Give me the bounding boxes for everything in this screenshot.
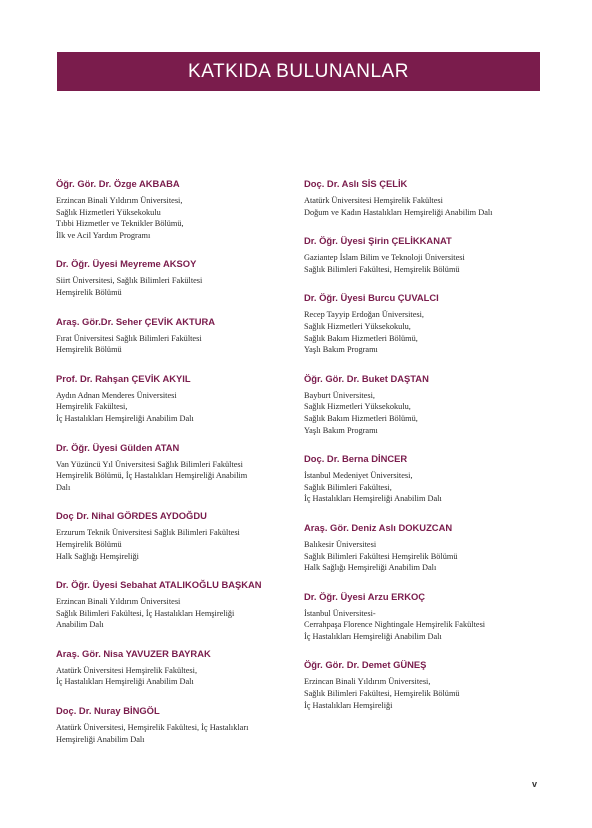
section-title: KATKIDA BULUNANLAR xyxy=(188,60,409,82)
affiliation-line: İç Hastalıkları Hemşireliği Anabilim Dalı xyxy=(304,631,442,641)
affiliation-line: İç Hastalıkları Hemşireliği Anabilim Dalı xyxy=(304,494,442,504)
affiliation-line: Atatürk Üniversitesi, Hemşirelik Fakültesi, İç Hastalıkları xyxy=(56,723,249,733)
affiliation-line: Doğum ve Kadın Hastalıkları Hemşireliği Anabilim Dalı xyxy=(304,207,493,217)
contributor-name: Dr. Öğr. Üyesi Arzu ERKOÇ xyxy=(304,590,426,602)
contributor-entry xyxy=(56,648,288,688)
affiliation-line: Atatürk Üniversitesi Hemşirelik Fakültesi, xyxy=(56,665,198,675)
affiliation-line: Van Yüzüncü Yıl Üniversitesi Sağlık Bilimleri Fakültesi xyxy=(56,459,243,469)
contributor-entry xyxy=(56,510,288,562)
contributors-right-column xyxy=(304,178,540,711)
contributor-name: Dr. Öğr. Üyesi Gülden ATAN xyxy=(56,441,180,453)
affiliation-line: Hemşireliği Anabilim Dalı xyxy=(56,734,145,744)
affiliation-line: İlk ve Acil Yardım Programı xyxy=(56,230,151,240)
contributor-name: Doç. Dr. Berna DİNCER xyxy=(304,453,408,465)
affiliation-line: Dalı xyxy=(56,482,71,492)
contributor-affiliation xyxy=(304,195,540,218)
affiliation-line: Hemşirelik Bölümü, İç Hastalıkları Hemşireliği Anabilim xyxy=(56,471,248,481)
contributors-left-column xyxy=(56,178,288,745)
contributor-name: Araş. Gör.Dr. Seher ÇEVİK AKTURA xyxy=(56,315,216,327)
affiliation-line: Sağlık Hizmetleri Yüksekokulu, xyxy=(304,321,411,331)
contributor-affiliation xyxy=(304,309,540,355)
contributor-affiliation xyxy=(56,722,288,745)
affiliation-line: Hemşirelik Fakültesi, xyxy=(56,402,128,412)
contributor-entry xyxy=(304,591,540,643)
contributor-affiliation xyxy=(56,275,288,298)
affiliation-line: Sağlık Bilimleri Fakültesi, Hemşirelik Bölümü xyxy=(304,689,460,699)
contributor-affiliation xyxy=(56,596,288,631)
affiliation-line: Halk Sağlığı Hemşireliği Anabilim Dalı xyxy=(304,563,437,573)
affiliation-line: İstanbul Medeniyet Üniversitesi, xyxy=(304,471,413,481)
contributor-affiliation xyxy=(56,459,288,494)
contributor-name: Dr. Öğr. Üyesi Sebahat ATALIKOĞLU BAŞKAN xyxy=(56,579,262,591)
contributor-affiliation xyxy=(56,390,288,425)
page-number: v xyxy=(532,779,538,789)
contributor-entry xyxy=(304,659,540,711)
affiliation-line: Erzincan Binali Yıldırım Üniversitesi xyxy=(56,597,181,607)
affiliation-line: İç Hastalıkları Hemşireliği Anabilim Dalı xyxy=(56,677,194,687)
contributor-name: Öğr. Gör. Dr. Özge AKBABA xyxy=(56,178,180,189)
contributor-name: Doç. Dr. Aslı SİS ÇELİK xyxy=(304,178,408,189)
section-title-banner xyxy=(57,52,540,91)
affiliation-line: Fırat Üniversitesi Sağlık Bilimleri Fakültesi xyxy=(56,333,202,343)
contributor-entry xyxy=(56,373,288,425)
contributor-name: Dr. Öğr. Üyesi Burcu ÇUVALCI xyxy=(304,292,439,304)
affiliation-line: Hemşirelik Bölümü xyxy=(56,345,122,355)
affiliation-line: Erzincan Binali Yıldırım Üniversitesi, xyxy=(56,196,183,205)
contributor-entry xyxy=(56,258,288,298)
affiliation-line: Erzurum Teknik Üniversitesi Sağlık Bilimleri Fakültesi xyxy=(56,528,240,538)
affiliation-line: Gaziantep İslam Bilim ve Teknoloji Üniversitesi xyxy=(304,253,465,263)
contributor-affiliation xyxy=(304,676,540,711)
contributor-entry xyxy=(304,522,540,574)
contributor-name: Araş. Gör. Deniz Aslı DOKUZCAN xyxy=(304,521,453,533)
affiliation-line: Halk Sağlığı Hemşireliği xyxy=(56,551,139,561)
contributor-affiliation xyxy=(304,252,540,275)
contributor-entry xyxy=(304,235,540,275)
contributor-entry xyxy=(304,292,540,355)
contributor-entry xyxy=(304,178,540,218)
affiliation-line: İç Hastalıkları Hemşireliği Anabilim Dalı xyxy=(56,413,194,423)
affiliation-line: Tıbbi Hizmetler ve Teknikler Bölümü, xyxy=(56,219,184,229)
contributor-entry xyxy=(56,442,288,494)
contributor-affiliation xyxy=(304,608,540,643)
affiliation-line: Sağlık Bilimleri Fakültesi Hemşirelik Bölümü xyxy=(304,551,458,561)
affiliation-line: Anabilim Dalı xyxy=(56,620,104,630)
affiliation-line: Sağlık Bilimleri Fakültesi, xyxy=(304,482,392,492)
contributor-name: Araş. Gör. Nisa YAVUZER BAYRAK xyxy=(56,647,211,659)
contributor-affiliation xyxy=(56,195,288,241)
contributor-entry xyxy=(56,178,288,241)
affiliation-line: Hemşirelik Bölümü xyxy=(56,539,122,549)
contributor-affiliation xyxy=(56,527,288,562)
contributor-name: Öğr. Gör. Dr. Demet GÜNEŞ xyxy=(304,659,427,671)
contributor-entry xyxy=(304,453,540,505)
contributor-entry xyxy=(56,579,288,631)
contributor-name: Öğr. Gör. Dr. Buket DAŞTAN xyxy=(304,372,429,384)
affiliation-line: Sağlık Bakım Hizmetleri Bölümü, xyxy=(304,413,418,423)
affiliation-line: Sağlık Bakım Hizmetleri Bölümü, xyxy=(304,333,418,343)
contributor-entry xyxy=(304,373,540,436)
contributor-entry xyxy=(56,705,288,745)
contributor-affiliation xyxy=(304,470,540,505)
contributor-affiliation xyxy=(304,539,540,574)
contributor-affiliation xyxy=(56,665,288,688)
contributor-affiliation xyxy=(56,333,288,356)
contributor-name: Doç Dr. Nihal GÖRDES AYDOĞDU xyxy=(56,510,207,522)
affiliation-line: Cerrahpaşa Florence Nightingale Hemşirelik Fakültesi xyxy=(304,620,486,630)
contributor-name: Prof. Dr. Rahşan ÇEVİK AKYIL xyxy=(56,372,191,384)
affiliation-line: Sağlık Hizmetleri Yüksekokulu xyxy=(56,207,161,217)
affiliation-line: İç Hastalıkları Hemşireliği xyxy=(304,700,393,710)
contributor-affiliation xyxy=(304,390,540,436)
affiliation-line: Atatürk Üniversitesi Hemşirelik Fakültesi xyxy=(304,196,443,205)
affiliation-line: Aydın Adnan Menderes Üniversitesi xyxy=(56,390,177,400)
contributor-name: Doç. Dr. Nuray BİNGÖL xyxy=(56,705,160,717)
affiliation-line: Yaşlı Bakım Programı xyxy=(304,425,378,435)
affiliation-line: İstanbul Üniversitesi- xyxy=(304,608,376,618)
affiliation-line: Hemşirelik Bölümü xyxy=(56,287,122,297)
affiliation-line: Yaşlı Bakım Programı xyxy=(304,345,378,355)
affiliation-line: Siirt Üniversitesi, Sağlık Bilimleri Fakültesi xyxy=(56,276,203,286)
affiliation-line: Balıkesir Üniversitesi xyxy=(304,539,377,549)
affiliation-line: Sağlık Hizmetleri Yüksekokulu, xyxy=(304,402,411,412)
contributor-name: Dr. Öğr. Üyesi Şirin ÇELİKKANAT xyxy=(304,235,452,247)
affiliation-line: Sağlık Bilimleri Fakültesi, İç Hastalıkları Hemşireliği xyxy=(56,608,235,618)
contributor-name: Dr. Öğr. Üyesi Meyreme AKSOY xyxy=(56,258,197,270)
affiliation-line: Sağlık Bilimleri Fakültesi, Hemşirelik Bölümü xyxy=(304,264,460,274)
affiliation-line: Bayburt Üniversitesi, xyxy=(304,390,375,400)
affiliation-line: Recep Tayyip Erdoğan Üniversitesi, xyxy=(304,310,425,320)
contributor-entry xyxy=(56,316,288,356)
affiliation-line: Erzincan Binali Yıldırım Üniversitesi, xyxy=(304,677,431,687)
